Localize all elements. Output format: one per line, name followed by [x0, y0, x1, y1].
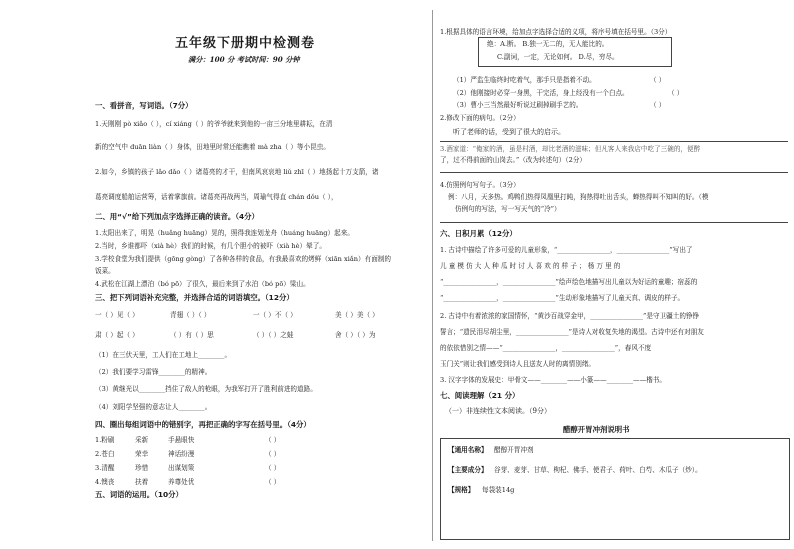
s4-r2-p: （ ） [265, 450, 281, 458]
r-q1-option-1: 绝：A.断。 B.独一无二的，无人能比的。 [487, 40, 609, 48]
s2-line-4: 饭菜。 [95, 267, 115, 275]
s3-item-4: （4）刘阳学坚强的意志让人________。 [95, 403, 212, 411]
s1-line-4: 葛亮调度船舶运营筹，话着掌旗前。诸葛亮再战两当，周瑜气得直 chán dǒu（ ）， [95, 193, 338, 201]
s3-item-3: （3）黄继光以________挡住了敌人的枪眼，为我军打开了胜利前进的道路。 [95, 385, 317, 393]
instruction-doc-title: 醋醇开胃冲剂说明书 [563, 425, 630, 434]
r-s7-r1-value: 醋醇开胃冲剂 [494, 446, 534, 454]
answer-line-q4 [440, 222, 788, 223]
s4-r1-a: 1.粉刷 [95, 436, 115, 444]
r-s6-line-3: “________________，________________”绘声绘色地描写出儿童以为好运的童趣；宿蕊的 [440, 278, 698, 286]
r-q4-text: 4.仿照例句写句子。（3分） [440, 181, 520, 189]
r-q1-item-3: （3）曹小三当然最好听说过刷掉刷手艺的。 [453, 101, 583, 109]
r-s7-r1-label: 【通用名称】 [448, 446, 488, 454]
s2-line-5: 4.武松在江湖上漂泊（bó pō）了很久，最后来到了水泊（bó pō）梁山。 [95, 280, 310, 288]
r-s6-line-2: 儿 童 模 仿 大 人 种 瓜 时 讨 人 喜 欢 的 样 子 ； 杨 万 里 的 [440, 262, 621, 270]
s4-r4-c: 养尊处优 [168, 478, 195, 486]
r-s7-r3-label: 【规格】 [448, 486, 475, 494]
r-s6-line-1: 1. 古诗中描绘了许多可爱的儿童形象，“________________，________________”写出了 [440, 246, 693, 254]
r-q3-text-2: 了，过不得前面的山岗去。”（改为转述句）（2分） [440, 156, 587, 164]
s3-r1-c3: 一（ ）不（ ） [253, 311, 297, 319]
answer-line-q2 [440, 141, 788, 142]
s4-r2-a: 2.苍白 [95, 450, 115, 458]
s3-item-2: （2）我们要学习雷锋________的精神。 [95, 368, 212, 376]
s4-r2-c: 神话纷漫 [168, 450, 195, 458]
section-2-heading: 二、用“√”给下列加点字选择正确的读音。（4分） [95, 212, 259, 221]
s2-line-3: 3.学校食堂为我们提供（gōng gòng）了各种各样的食品，有我最喜欢的烤鲜（xiān xiǎn）有面制的 [95, 255, 391, 263]
r-s6-line-9: 3. 汉字字体的发展史：甲骨文——________——小篆——________——楷书。 [440, 376, 666, 384]
exam-meta: 满分：100 分 考试时间：90 分钟 [188, 55, 300, 64]
s4-r3-p: （ ） [265, 464, 281, 472]
page-title: 五年级下册期中检测卷 [175, 36, 316, 51]
r-s7-r2-label: 【主要成分】 [448, 466, 488, 474]
r-q1-item-3-paren: （ ） [650, 101, 666, 109]
s4-r4-p: （ ） [265, 478, 281, 486]
s3-r1-c2: 青翅（ ）（ ） [170, 311, 211, 319]
r-s6-line-8: 玉门关”则让我们感受到诗人且送友人时的离情别绪。 [440, 360, 596, 368]
r-q4-line-1: 例：八月，天多热。鸡鸭们热得凤凰里打盹，狗热得吐出舌头，蝉热得叫不知叫的好。（模 [448, 193, 709, 201]
r-s6-line-7: 的依依惜别之情——“________________，________________”，春风不度 [440, 344, 652, 352]
s2-line-2: 2.当时，乡谁都吓（xià hè）我们的时候，有几个胆小的被吓（xià hè）晕了。 [95, 242, 326, 250]
r-q1-item-2: （2）他刚接时必穿一身黑，干完活，身上经没有一个白点。 [453, 89, 629, 97]
s4-r2-b: 荣幸 [135, 450, 149, 458]
r-q1-item-1: （1）严监生临终时吃着气，那手只是指着不动。 [453, 76, 596, 84]
s3-r2-c2: （ ）有（ ）思 [170, 331, 214, 339]
s3-r2-c4: 舍（ ）（ ）为 [335, 331, 376, 339]
s1-line-3: 2.如今，乡镇的孩子 lǎo dǎo（ ）诸葛亮的才干，但南风哀哀地 liǔ zhī（ ）地扬起十万支箭，诸 [95, 168, 379, 176]
section-5-heading: 五、词语的运用。（10分） [95, 490, 183, 499]
section-6-heading: 六、日积月累（12分） [440, 229, 517, 238]
s4-r3-c: 出谋划策 [168, 464, 195, 472]
section-3-heading: 三、把下列词语补充完整，并选择合适的词语填空。（12分） [95, 293, 294, 302]
s4-r4-b: 扶着 [135, 478, 149, 486]
r-q1-option-2: C.副词，一定，无论如何。 D.尽，穷尽。 [497, 53, 619, 61]
r-s6-line-4: “________________，________________”生动形象地描写了儿童天真、调皮的样子。 [440, 294, 685, 302]
s4-r1-b: 采新 [135, 436, 149, 444]
r-q2-line: 听了老师的话，受到了很大的启示。 [453, 128, 565, 136]
r-s7-r3-value: 每袋装14g [482, 486, 515, 494]
s4-r3-a: 3.清醒 [95, 464, 115, 472]
r-q2-text: 2.修改下面的病句。（2分） [440, 114, 520, 122]
r-s6-line-5: 2. 古诗中有着浓浓的家国情怀，“黄沙百战穿金甲，________________”是守卫疆土的铮铮 [440, 312, 700, 320]
s3-r2-c3: （ ）（ ）之蛙 [253, 331, 294, 339]
s3-item-1: （1）在三伏天里，工人们在工地上________。 [95, 351, 232, 359]
s4-r4-a: 4.懊丧 [95, 478, 115, 486]
r-q1-item-1-paren: （ ） [650, 76, 666, 84]
r-s6-line-6: 誓言；“遗民泪尽胡尘里，________________”是诗人对收复失地的渴望。古诗中还有对朋友 [440, 328, 704, 336]
section-7-heading: 七、阅读理解（21 分） [440, 391, 520, 400]
s3-r1-c1: 一（ ）见（ ） [95, 311, 139, 319]
section-4-heading: 四、圈出每组词语中的错别字，再把正确的字写在括号里。（4分） [95, 420, 311, 429]
s4-r1-p: （ ） [265, 436, 281, 444]
answer-line-q3 [440, 172, 788, 173]
r-s7-subheading: （一）非连续性文本阅读。（9分） [445, 407, 551, 415]
s4-r1-c: 手悬眼快 [168, 436, 195, 444]
r-s7-r2-value: 谷芽、麦芽、甘草、枸杞、佛手、使君子、荷叶、白芍、木瓜子（炒）。 [494, 466, 702, 474]
s1-line-2: 新的空气中 duān liàn（ ）身体，田地里时常还能瞧着 mà zha（ ）等小昆虫。 [95, 143, 330, 151]
s2-line-1: 1.太阳出来了，明晃（huǎng huāng）晃的，照得我连划龙舟（huáng huāng）起来。 [95, 229, 354, 237]
s3-r2-c1: 肃（ ）起（ ） [95, 331, 139, 339]
column-divider [432, 10, 433, 541]
s3-r1-c4: 美（ ）美（ ） [335, 311, 379, 319]
s4-r3-b: 珍惜 [135, 464, 149, 472]
r-q4-line-2: 仿例句的写法，写一写天气的“冷”） [455, 205, 561, 213]
s1-line-1: 1.天刚刚 pò xiǎo（ ），cí xiáng（ ）的爷爷就来到他的一亩三分地里耕耘，在清 [95, 120, 333, 128]
r-q3-text: 3.酒家道：“俺家的酒，虽是村酒，却比老酒的滋味；但凡客人来我店中吃了三碗的，便醉 [440, 145, 701, 153]
r-q1-item-2-paren: （ ） [668, 89, 684, 97]
section-1-heading: 一、看拼音，写词语。（7分） [95, 101, 193, 110]
r-q1-text: 1.根据具体的语言环境，给加点字选择合适的义项，将序号填在括号里。（3分） [440, 28, 672, 36]
